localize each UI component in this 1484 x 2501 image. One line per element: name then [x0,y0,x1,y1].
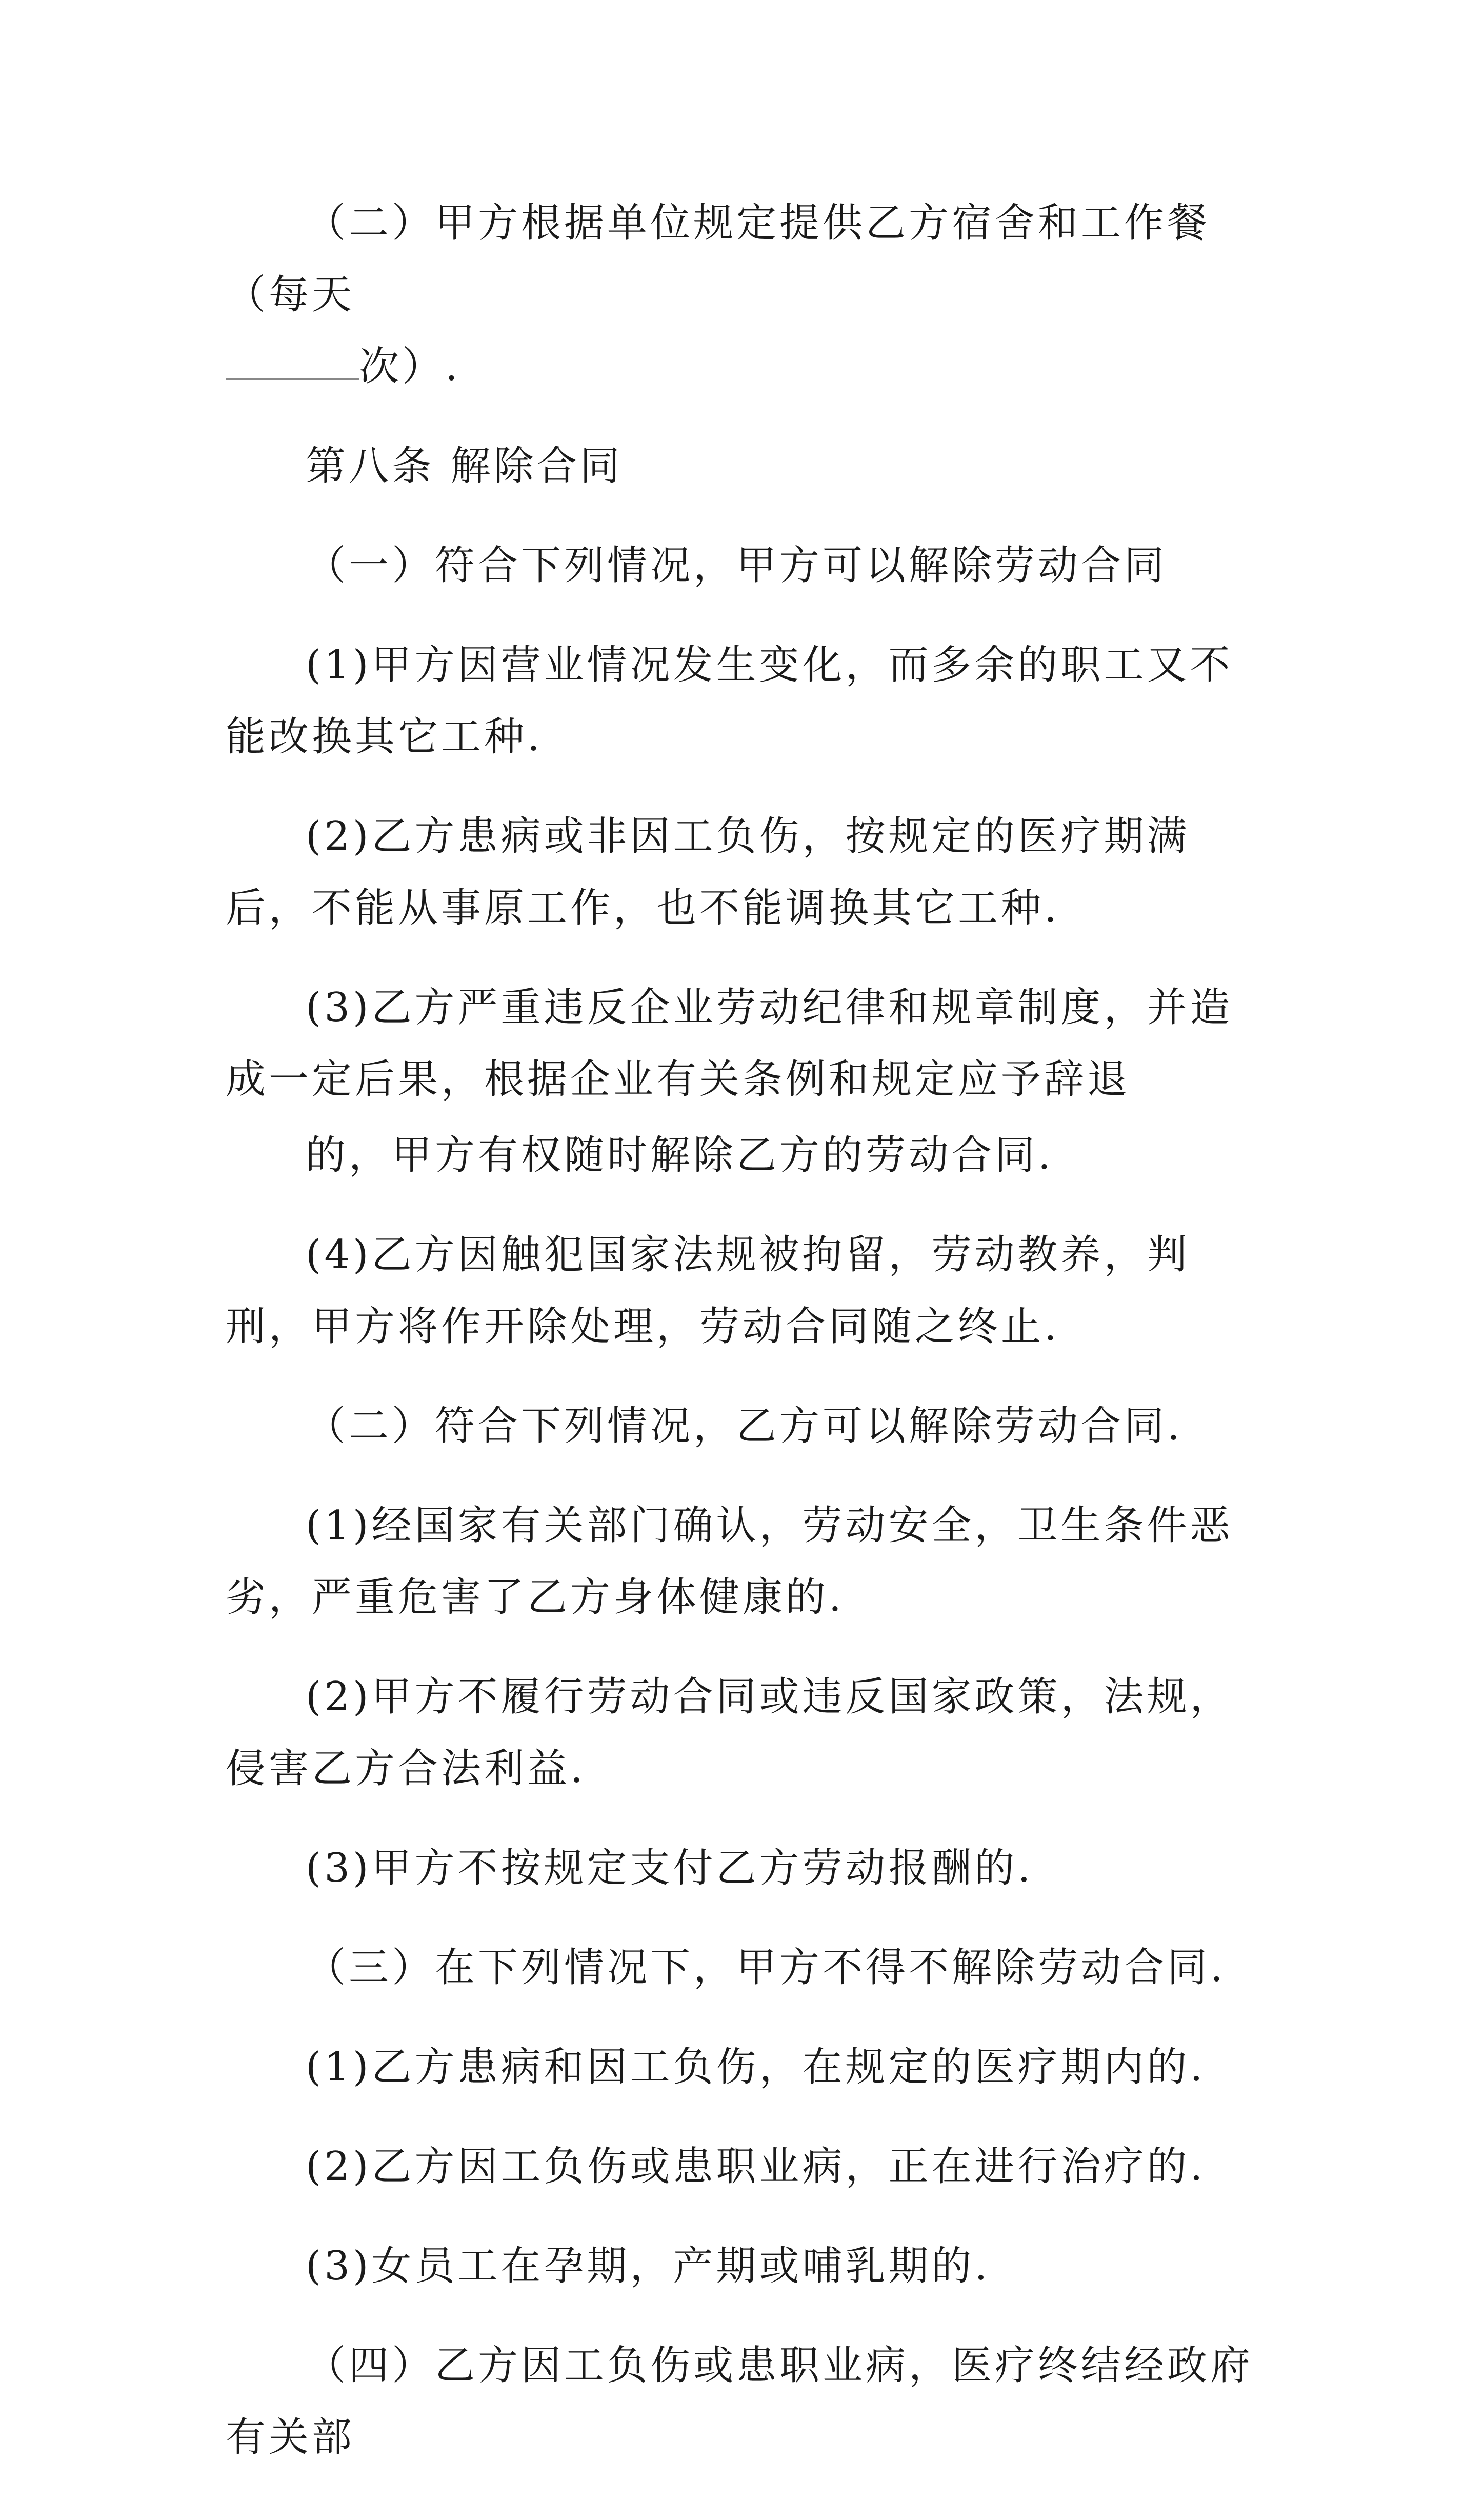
clause-item: (2)甲方不履行劳动合同或违反国家政策，法规，侵害乙方合法利益. [226,1674,1233,1792]
meals-count-blank [226,343,359,380]
paragraph-meals-text: （二）甲方根据单位规定提供乙方宿舍和工作餐（每天 [226,200,1211,318]
paragraph-meals [226,187,1261,403]
clause-item: (2)乙方患病或非因工负伤，按规定的医疗期满后，不能从事原工作，也不能调换其它工种. [226,813,1190,931]
clause-item: (3)乙方严重违反企业劳动纪律和规章制度，并造成一定后果，根据企业有关条例和规定应予辞退 [226,985,1233,1103]
document-body [226,187,1261,2501]
clause-employer-terminate: （一）符合下列情况，甲方可以解除劳动合同 [306,543,1168,589]
clause-item: (3)女员工在孕期，产期或哺乳期的. [306,2243,991,2289]
clause-item: (1)甲方因营业情况发生变化，而多余的职工又不能改换其它工种. [226,642,1233,760]
article-8-heading: 第八条 解除合同 [306,443,623,489]
clause-item: (2)乙方因工负伤或患职业病，正在进行治疗的. [306,2144,1206,2190]
clause-item-continuation: 的，甲方有权随时解除乙方的劳动合同. [306,1132,1054,1178]
clause-no-terminate: （三）在下列情况下，甲方不得不解除劳动合同. [306,1945,1226,1991]
clause-item: (1)乙方患病和因工负伤，在规定的医疗期内的. [306,2044,1206,2090]
clause-employee-terminate: （二）符合下列情况，乙方可以解除劳动合同. [306,1403,1183,1449]
clause-item: (1)经国家有关部门确认，劳动安全，卫生条件恶劣，严重危害了乙方身体健康的. [226,1503,1233,1620]
clause-injury: （四）乙方因工负伤或患职业病，医疗终结经政府有关部 [226,2343,1254,2460]
clause-item: (3)甲方不按规定支付乙方劳动报酬的. [306,1845,1034,1891]
paragraph-meals-end: 次）. [359,344,461,390]
clause-item: (4)乙方因触犯国家法规被拘留，劳动教养，判刑，甲方将作开除处理，劳动合同随之终止. [226,1232,1190,1350]
